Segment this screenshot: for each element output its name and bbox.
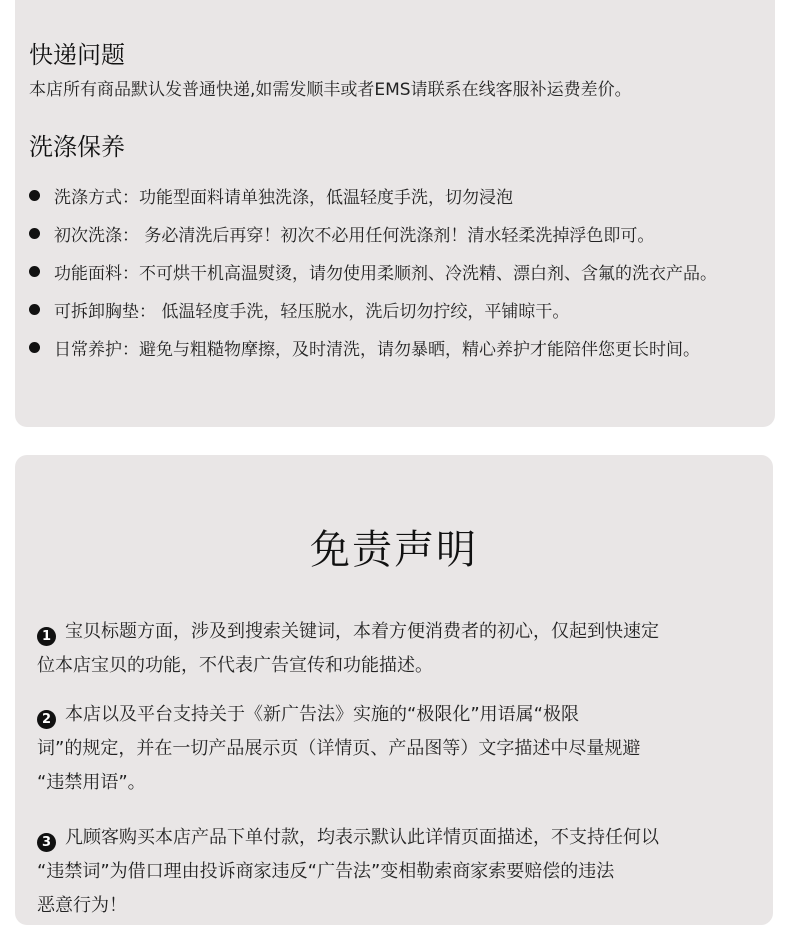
washing-list xyxy=(27,176,717,366)
number-two-icon: 2 xyxy=(37,710,56,729)
number-three-icon: 3 xyxy=(37,833,56,852)
disclaimer-line: 恶意行为！ xyxy=(37,895,127,916)
washing-title: 洗涤保养 xyxy=(29,133,125,161)
disclaimer-line-text: 凡顾客购买本店产品下单付款，均表示默认此详情页面描述，不支持任何以 xyxy=(65,827,659,848)
number-one-icon: 1 xyxy=(37,627,56,646)
disclaimer-line: “违禁用语”。 xyxy=(37,772,146,793)
disclaimer-item-2 xyxy=(37,698,737,800)
disclaimer-line: “违禁词”为借口理由投诉商家违反“广告法”变相勒索商家索要赔偿的违法 xyxy=(37,861,615,882)
washing-item-text: 功能面料：不可烘干机高温熨烫，请勿使用柔顺剂、冷洗精、漂白剂、含氟的洗衣产品。 xyxy=(54,263,717,284)
disclaimer-line xyxy=(37,821,737,855)
washing-item-text: 洗涤方式：功能型面料请单独洗涤，低温轻度手洗，切勿浸泡 xyxy=(54,187,513,208)
washing-item-text: 初次洗涤： 务必清洗后再穿！初次不必用任何洗涤剂！清水轻柔洗掉浮色即可。 xyxy=(54,225,655,246)
washing-item-text: 日常养护：避免与粗糙物摩擦，及时清洗，请勿暴晒，精心养护才能陪伴您更长时间。 xyxy=(54,339,700,360)
disclaimer-card xyxy=(15,455,773,925)
list-item xyxy=(27,176,717,214)
disclaimer-line-text: 本店以及平台支持关于《新广告法》实施的“极限化”用语属“极限 xyxy=(65,704,579,725)
care-info-card xyxy=(15,0,775,427)
shipping-text: 本店所有商品默认发普通快递,如需发顺丰或者EMS请联系在线客服补运费差价。 xyxy=(29,80,632,100)
disclaimer-line xyxy=(37,615,737,649)
disclaimer-item-1 xyxy=(37,615,737,683)
disclaimer-line: 词”的规定，并在一切产品展示页（详情页、产品图等）文字描述中尽量规避 xyxy=(37,738,641,759)
bullet-icon xyxy=(29,266,40,277)
washing-item-text: 可拆卸胸垫： 低温轻度手洗，轻压脱水，洗后切勿拧绞，平铺晾干。 xyxy=(54,301,570,322)
list-item xyxy=(27,214,717,252)
disclaimer-line xyxy=(37,698,737,732)
bullet-icon xyxy=(29,190,40,201)
disclaimer-title: 免责声明 xyxy=(310,527,478,573)
disclaimer-line-text: 宝贝标题方面，涉及到搜索关键词，本着方便消费者的初心，仅起到快速定 xyxy=(65,621,659,642)
disclaimer-item-3 xyxy=(37,821,737,923)
list-item xyxy=(27,328,717,366)
disclaimer-line: 位本店宝贝的功能，不代表广告宣传和功能描述。 xyxy=(37,655,433,676)
bullet-icon xyxy=(29,304,40,315)
list-item xyxy=(27,290,717,328)
list-item xyxy=(27,252,717,290)
bullet-icon xyxy=(29,342,40,353)
bullet-icon xyxy=(29,228,40,239)
shipping-title: 快递问题 xyxy=(29,41,125,69)
